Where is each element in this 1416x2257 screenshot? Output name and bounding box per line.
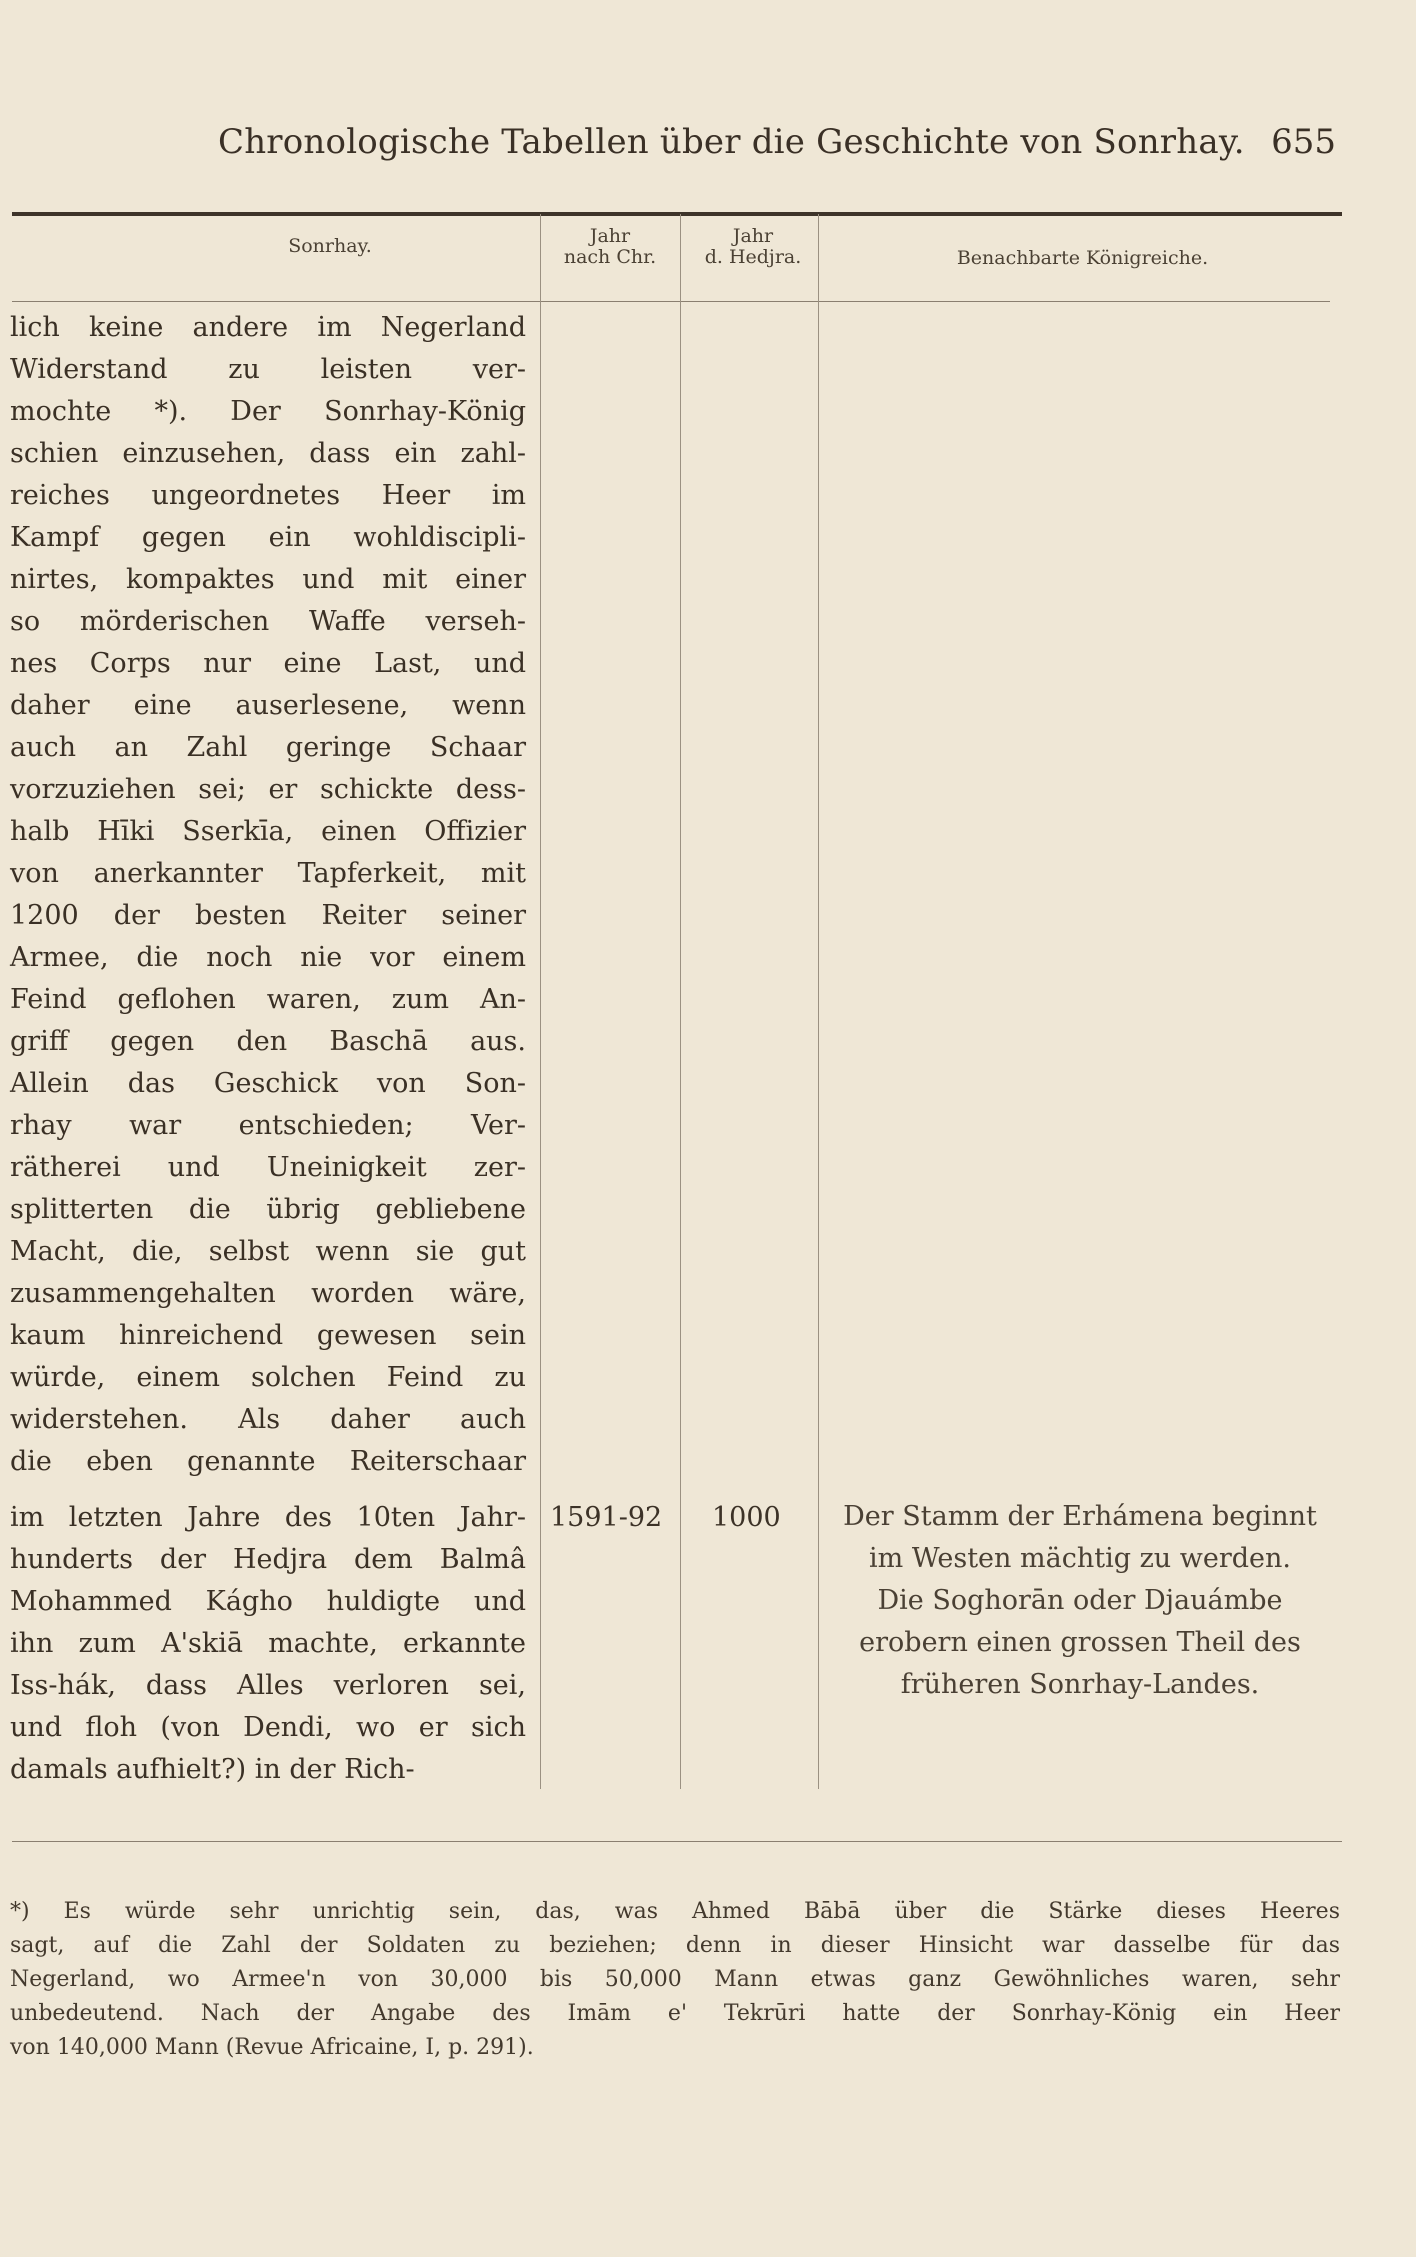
text-line: und floh (von Dendi, wo er sich bbox=[10, 1712, 526, 1743]
footnote-line: *) Es würde sehr unrichtig sein, das, was Ahmed Bābā über die Stärke dieses Heeres bbox=[10, 1899, 1340, 1924]
column-header-jahr-hedjra: Jahr d. Hedjra. bbox=[704, 225, 802, 268]
page-number: 655 bbox=[1271, 122, 1336, 162]
text-line: von anerkannter Tapferkeit, mit bbox=[10, 858, 526, 889]
text-line: Allein das Geschick von Son- bbox=[10, 1068, 526, 1099]
neighbors-line: Die Soghorān oder Djauámbe bbox=[877, 1585, 1283, 1616]
column-header-jahr-chr: Jahr nach Chr. bbox=[563, 225, 657, 268]
text-line: Feind geflohen waren, zum An- bbox=[10, 984, 526, 1015]
text-line: splitterten die übrig gebliebene bbox=[10, 1194, 526, 1225]
column-divider bbox=[818, 214, 819, 1789]
text-line: vorzuziehen sei; er schickte dess- bbox=[10, 774, 526, 805]
text-line: Iss-hák, dass Alles verloren sei, bbox=[10, 1670, 526, 1701]
text-line: würde, einem solchen Feind zu bbox=[10, 1362, 526, 1393]
neighbors-line: im Westen mächtig zu werden. bbox=[869, 1543, 1291, 1574]
text-line: widerstehen. Als daher auch bbox=[10, 1404, 526, 1435]
neighbors-line: früheren Sonrhay-Landes. bbox=[900, 1669, 1260, 1700]
year-chr-value: 1591-92 bbox=[550, 1502, 663, 1533]
year-hedjra-value: 1000 bbox=[712, 1502, 781, 1533]
footnote-line: Negerland, wo Armee'n von 30,000 bis 50,000 Mann etwas ganz Gewöhnliches waren, sehr bbox=[10, 1967, 1340, 1992]
text-line: zusammengehalten worden wäre, bbox=[10, 1278, 526, 1309]
text-line: ihn zum A'skiā machte, erkannte bbox=[10, 1628, 526, 1659]
neighbors-line: Der Stamm der Erhámena beginnt bbox=[843, 1501, 1317, 1532]
text-line: kaum hinreichend gewesen sein bbox=[10, 1320, 526, 1351]
text-line: Armee, die noch nie vor einem bbox=[10, 942, 526, 973]
text-line: auch an Zahl geringe Schaar bbox=[10, 732, 526, 763]
column-divider bbox=[540, 214, 541, 1789]
column-header-sonrhay: Sonrhay. bbox=[288, 235, 372, 257]
text-line: nes Corps nur eine Last, und bbox=[10, 648, 526, 679]
text-line: rätherei und Uneinigkeit zer- bbox=[10, 1152, 526, 1183]
footnote-line: unbedeutend. Nach der Angabe des Imām e' Tekrūri hatte der Sonrhay-König ein Heer bbox=[10, 2001, 1340, 2026]
header-rule bbox=[12, 212, 1342, 216]
text-line: Macht, die, selbst wenn sie gut bbox=[10, 1236, 526, 1267]
running-title: Chronologische Tabellen über die Geschichte von Sonrhay. bbox=[218, 122, 1245, 162]
text-line: daher eine auserlesene, wenn bbox=[10, 690, 526, 721]
text-line: lich keine andere im Negerland bbox=[10, 312, 526, 343]
text-line: reiches ungeordnetes Heer im bbox=[10, 480, 526, 511]
footnote-line: sagt, auf die Zahl der Soldaten zu beziehen; denn in dieser Hinsicht war dasselbe für das bbox=[10, 1933, 1340, 1958]
text-line: nirtes, kompaktes und mit einer bbox=[10, 564, 526, 595]
text-line: damals aufhielt?) in der Rich- bbox=[10, 1754, 415, 1785]
text-line: halb Hīki Sserkīa, einen Offizier bbox=[10, 816, 526, 847]
text-line: die eben genannte Reiterschaar bbox=[10, 1446, 526, 1477]
text-line: mochte *). Der Sonrhay-König bbox=[10, 396, 526, 427]
text-line: so mörderischen Waffe verseh- bbox=[10, 606, 526, 637]
text-line: griff gegen den Baschā aus. bbox=[10, 1026, 526, 1057]
column-divider bbox=[680, 214, 681, 1789]
text-line: Mohammed Kágho huldigte und bbox=[10, 1586, 526, 1617]
text-line: rhay war entschieden; Ver- bbox=[10, 1110, 526, 1141]
text-line: im letzten Jahre des 10ten Jahr- bbox=[10, 1502, 526, 1533]
column-header-rule bbox=[12, 301, 1330, 302]
text-line: Widerstand zu leisten ver- bbox=[10, 354, 526, 385]
text-line: schien einzusehen, dass ein zahl- bbox=[10, 438, 526, 469]
footnote-rule bbox=[12, 1841, 1342, 1842]
column-header-neighbors: Benachbarte Königreiche. bbox=[956, 247, 1209, 269]
text-line: 1200 der besten Reiter seiner bbox=[10, 900, 526, 931]
footnote-line: von 140,000 Mann (Revue Africaine, I, p. 291). bbox=[10, 2035, 534, 2060]
neighbors-line: erobern einen grossen Theil des bbox=[859, 1627, 1301, 1658]
text-line: hunderts der Hedjra dem Balmâ bbox=[10, 1544, 526, 1575]
text-line: Kampf gegen ein wohldiscipli- bbox=[10, 522, 526, 553]
